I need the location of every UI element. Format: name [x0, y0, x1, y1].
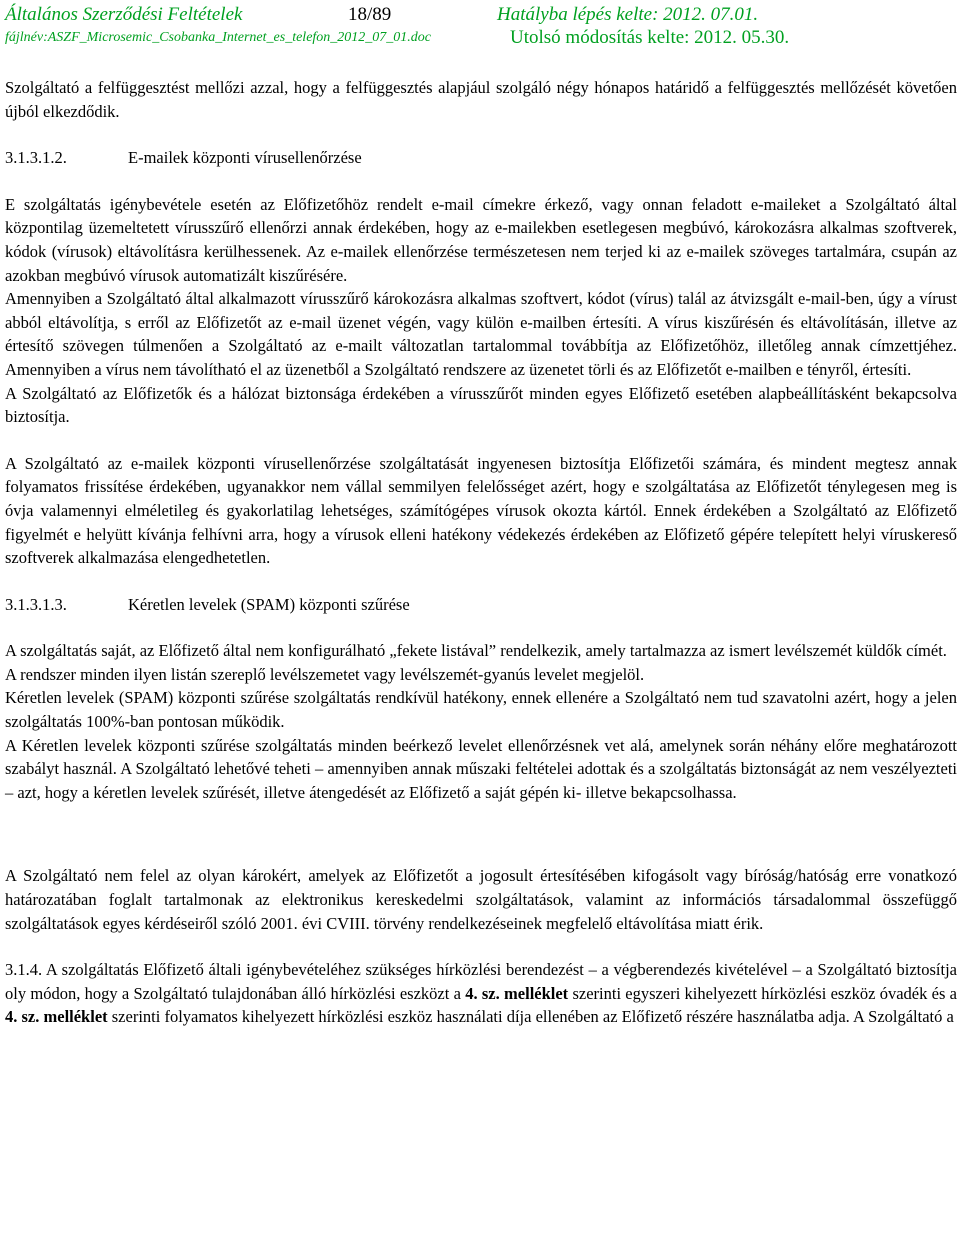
- header-filename: fájlnév:ASZF_Microsemic_Csobanka_Internet_es_telefon_2012_07_01.doc: [5, 30, 432, 45]
- paragraph: A Kéretlen levelek központi szűrése szolgáltatás minden beérkező levelet ellenőrzésnek vet alá, amelynek során néhány előre meghatározott szabályt használ. A Szolgáltató lehetővé teheti – amennyiben annak műszaki feltételei adottak és a szolgáltatás biztonságát az nem veszélyezteti – azt, hogy a kéretlen levelek szűrését, illetve átengedését az Előfizető a saját gépén ki- illetve bekapcsolhassa.: [5, 735, 957, 802]
- section-heading: [5, 146, 957, 170]
- header-doc-title: Általános Szerződési Feltételek: [5, 4, 243, 25]
- document-body: [5, 76, 957, 1029]
- section-number: 3.1.3.1.3.: [5, 594, 67, 614]
- paragraph: A rendszer minden ilyen listán szereplő levélszemetet vagy levélszemét-gyanús levelet megjelöl.: [5, 664, 645, 684]
- paragraph: A Szolgáltató az e-mailek központi vírusellenőrzése szolgáltatását ingyenesen biztosítja Előfizetői számára, és mindent megtesz annak folyamatos frissítése érdekében, ugyanakkor nem vállal semmilyen felelősséget azért, hogy e szolgáltatása az Előfizetőt ténylegesen meg is óvja valamennyi elméletileg és gyakorlatilag lehetséges, számítógépes vírusok okozta kártól. Ennek érdekében a Szolgáltató az Előfizető figyelmét e helyütt kívánja felhívni arra, hogy a vírusok elleni hatékony védekezés érdekében az Előfizető gépére telepített helyi víruskereső szoftverek alkalmazása elengedhetetlen.: [5, 453, 957, 568]
- header-page-number: 18/89: [348, 4, 392, 25]
- paragraph: A Szolgáltató az Előfizetők és a hálózat biztonsága érdekében a vírusszűrőt minden egyes Előfizető esetében alapbeállításként bekapcsolva biztosítja.: [5, 383, 957, 427]
- header-effective-date: Hatályba lépés kelte: 2012. 07.01.: [497, 4, 759, 25]
- paragraph: E szolgáltatás igénybevétele esetén az Előfizetőhöz rendelt e-mail címekre érkező, vagy onnan feladott e-maileket a Szolgáltató által központilag üzemeltetett vírusszűrő ellenőrzi annak érdekében, hogy az e-mailekben esetlegesen megbúvó, károkozásra alkalmas szoftverek, kódok (vírusok) eltávolításra kerülhessenek. Az e-mailek ellenőrzése természetesen nem terjed ki az e-mailek szöveges tartalmára, csupán az azokban megbúvó vírusok automatizált kiszűrésére.: [5, 194, 957, 285]
- paragraph: Szolgáltató a felfüggesztést mellőzi azzal, hogy a felfüggesztés alapjául szolgáló négy hónapos határidő a felfüggesztés mellőzését követően újból elkezdődik.: [5, 78, 957, 121]
- paragraph: Amennyiben a Szolgáltató által alkalmazott vírusszűrő károkozásra alkalmas szoftvert, kódot (vírus) talál az átvizsgált e-mail-ben, úgy a vírust abból eltávolítja, s erről az Előfizetőt az e-mail üzenet végén, vagy külön e-mailben értesíti. A vírus kiszűrésén és eltávolításán, illetve az értesítő szövegen túlmenően a Szolgáltató az e-mailt változatlan tartalommal továbbítja az Előfizetőhöz, illetőleg annak címzettjéhez. Amennyiben a vírus nem távolítható el az üzenetből a Szolgáltató rendszere az üzenetet törli és az Előfizetőt e-mailben e tényről, értesíti.: [5, 289, 957, 379]
- section-title: Kéretlen levelek (SPAM) központi szűrése: [128, 594, 410, 614]
- bold-reference: melléklet: [43, 1007, 108, 1027]
- text-run: 3.1.4. A szolgáltatás Előfizető általi igénybevételéhez szükséges hírközlési berendezést – a végberendezés kivételével – a Szolgáltató biztosítja oly módon, hogy a Szolgáltató tulajdonában álló hírközlési eszközt a: [5, 960, 957, 1003]
- section-number: 3.1.3.1.2.: [5, 148, 67, 168]
- section-heading: [5, 593, 957, 617]
- paragraph: Kéretlen levelek (SPAM) központi szűrése szolgáltatás rendkívül hatékony, ennek ellenére a Szolgáltató nem tud szavatolni azért, hogy a jelen szolgáltatás 100%-ban pontosan működik.: [5, 688, 957, 732]
- section-title: E-mailek központi vírusellenőrzése: [128, 148, 362, 168]
- header-last-modified: Utolsó módosítás kelte: 2012. 05.30.: [510, 27, 790, 48]
- text-run: szerinti folyamatos kihelyezett hírközlési eszköz használati díja ellenében az Előfizető részére használatba adja. A Szolgáltató a: [107, 1007, 954, 1027]
- paragraph: [5, 958, 957, 1029]
- paragraph: A Szolgáltató nem felel az olyan károkért, amelyek az Előfizetőt a jogosult értesítésében kifogásolt vagy bíróság/hatóság erre vonatkozó határozatában foglalt tartalmonak az elektronikus kereskedelmi szolgáltatások, valamint az információs társadalommal összefüggő szolgáltatások egyes kérdéseiről szóló 2001. évi CVIII. törvény rendelkezéseinek megfelelő eltávolítása miatt érik.: [5, 866, 957, 933]
- text-run: szerinti egyszeri kihelyezett hírközlési eszköz óvadék és a: [568, 983, 958, 1003]
- paragraph: A szolgáltatás saját, az Előfizető által nem konfigurálható „fekete listával” rendelkezik, amely tartalmazza az ismert levélszemét küldők címét.: [5, 641, 947, 661]
- bold-reference: 4. sz.: [5, 1007, 40, 1027]
- bold-reference: 4. sz. melléklet: [465, 983, 569, 1003]
